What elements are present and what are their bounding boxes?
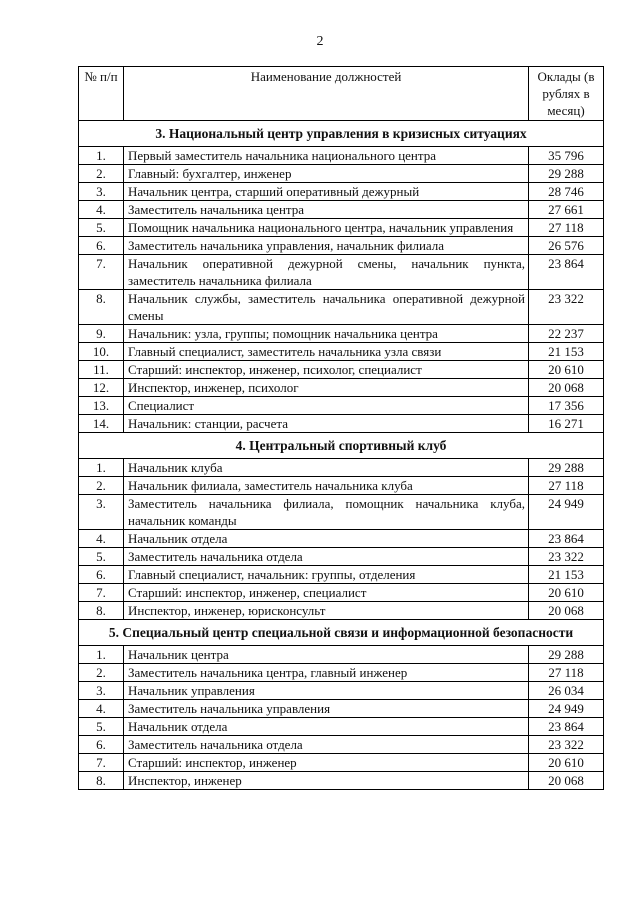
- salary-value: 29 288: [529, 165, 604, 183]
- row-number: 3.: [79, 682, 124, 700]
- salary-value: 27 118: [529, 477, 604, 495]
- row-number: 2.: [79, 664, 124, 682]
- table-row: [79, 219, 604, 237]
- salary-value: 35 796: [529, 147, 604, 165]
- salary-value: 28 746: [529, 183, 604, 201]
- salary-value: 16 271: [529, 415, 604, 433]
- salary-value: 24 949: [529, 700, 604, 718]
- salary-value: 27 661: [529, 201, 604, 219]
- row-number: 1.: [79, 459, 124, 477]
- salary-value: 21 153: [529, 566, 604, 584]
- position-name: Заместитель начальника отдела: [124, 548, 529, 566]
- table-row: [79, 165, 604, 183]
- table-row: [79, 700, 604, 718]
- table-row: [79, 530, 604, 548]
- position-name: Начальник: станции, расчета: [124, 415, 529, 433]
- position-name: Заместитель начальника отдела: [124, 736, 529, 754]
- salary-value: 22 237: [529, 325, 604, 343]
- salary-value: 20 610: [529, 584, 604, 602]
- row-number: 14.: [79, 415, 124, 433]
- position-name: Старший: инспектор, инженер, психолог, специалист: [124, 361, 529, 379]
- table-row: [79, 397, 604, 415]
- table-row: [79, 290, 604, 325]
- row-number: 2.: [79, 477, 124, 495]
- section-heading-row: [79, 121, 604, 147]
- table-row: [79, 566, 604, 584]
- section-heading-row: [79, 433, 604, 459]
- row-number: 1.: [79, 147, 124, 165]
- row-number: 6.: [79, 566, 124, 584]
- row-number: 5.: [79, 718, 124, 736]
- salary-value: 20 068: [529, 379, 604, 397]
- position-name: Заместитель начальника центра: [124, 201, 529, 219]
- salary-value: 20 068: [529, 772, 604, 790]
- position-name: Начальник службы, заместитель начальника оперативной дежурной смены: [124, 290, 529, 325]
- salary-value: 23 864: [529, 255, 604, 290]
- row-number: 4.: [79, 201, 124, 219]
- position-name: Главный специалист, заместитель начальника узла связи: [124, 343, 529, 361]
- table-row: [79, 682, 604, 700]
- table-row: [79, 772, 604, 790]
- position-name: Начальник управления: [124, 682, 529, 700]
- salary-value: 21 153: [529, 343, 604, 361]
- position-name: Главный специалист, начальник: группы, отделения: [124, 566, 529, 584]
- position-name: Начальник отдела: [124, 718, 529, 736]
- header-position-name: Наименование должностей: [124, 67, 529, 121]
- position-name: Старший: инспектор, инженер, специалист: [124, 584, 529, 602]
- salary-value: 29 288: [529, 459, 604, 477]
- table-row: [79, 255, 604, 290]
- position-name: Старший: инспектор, инженер: [124, 754, 529, 772]
- table-row: [79, 718, 604, 736]
- salary-value: 23 322: [529, 290, 604, 325]
- table-row: [79, 325, 604, 343]
- salary-value: 23 864: [529, 530, 604, 548]
- row-number: 13.: [79, 397, 124, 415]
- row-number: 7.: [79, 584, 124, 602]
- position-name: Помощник начальника национального центра, начальник управления: [124, 219, 529, 237]
- position-name: Главный: бухгалтер, инженер: [124, 165, 529, 183]
- salary-value: 26 034: [529, 682, 604, 700]
- section-title: 5. Специальный центр специальной связи и информационной безопасности: [79, 620, 604, 646]
- row-number: 6.: [79, 237, 124, 255]
- table-row: [79, 183, 604, 201]
- position-name: Инспектор, инженер, психолог: [124, 379, 529, 397]
- header-salary: Оклады (в рублях в месяц): [529, 67, 604, 121]
- position-name: Начальник центра: [124, 646, 529, 664]
- salary-value: 29 288: [529, 646, 604, 664]
- row-number: 3.: [79, 495, 124, 530]
- header-number: № п/п: [79, 67, 124, 121]
- row-number: 9.: [79, 325, 124, 343]
- table-row: [79, 477, 604, 495]
- row-number: 1.: [79, 646, 124, 664]
- table-row: [79, 459, 604, 477]
- table-row: [79, 361, 604, 379]
- row-number: 7.: [79, 255, 124, 290]
- salary-table: [78, 66, 604, 790]
- salary-value: 20 610: [529, 361, 604, 379]
- row-number: 11.: [79, 361, 124, 379]
- table-row: [79, 343, 604, 361]
- position-name: Заместитель начальника филиала, помощник начальника клуба, начальник команды: [124, 495, 529, 530]
- row-number: 5.: [79, 219, 124, 237]
- row-number: 5.: [79, 548, 124, 566]
- table-row: [79, 379, 604, 397]
- row-number: 7.: [79, 754, 124, 772]
- position-name: Инспектор, инженер: [124, 772, 529, 790]
- table-row: [79, 646, 604, 664]
- row-number: 10.: [79, 343, 124, 361]
- table-row: [79, 147, 604, 165]
- salary-value: 20 610: [529, 754, 604, 772]
- table-body: [79, 121, 604, 790]
- position-name: Начальник отдела: [124, 530, 529, 548]
- row-number: 4.: [79, 700, 124, 718]
- section-title: 3. Национальный центр управления в кризисных ситуациях: [79, 121, 604, 147]
- table-row: [79, 201, 604, 219]
- position-name: Заместитель начальника управления, начальник филиала: [124, 237, 529, 255]
- table-row: [79, 602, 604, 620]
- section-title: 4. Центральный спортивный клуб: [79, 433, 604, 459]
- position-name: Заместитель начальника центра, главный инженер: [124, 664, 529, 682]
- row-number: 2.: [79, 165, 124, 183]
- salary-value: 27 118: [529, 219, 604, 237]
- salary-value: 26 576: [529, 237, 604, 255]
- position-name: Первый заместитель начальника национального центра: [124, 147, 529, 165]
- row-number: 8.: [79, 290, 124, 325]
- position-name: Начальник: узла, группы; помощник начальника центра: [124, 325, 529, 343]
- salary-value: 23 322: [529, 548, 604, 566]
- row-number: 6.: [79, 736, 124, 754]
- row-number: 12.: [79, 379, 124, 397]
- salary-value: 17 356: [529, 397, 604, 415]
- position-name: Начальник центра, старший оперативный дежурный: [124, 183, 529, 201]
- table-row: [79, 237, 604, 255]
- salary-value: 20 068: [529, 602, 604, 620]
- table-row: [79, 736, 604, 754]
- salary-value: 23 864: [529, 718, 604, 736]
- table-row: [79, 548, 604, 566]
- table-row: [79, 584, 604, 602]
- salary-value: 24 949: [529, 495, 604, 530]
- position-name: Инспектор, инженер, юрисконсульт: [124, 602, 529, 620]
- row-number: 8.: [79, 602, 124, 620]
- position-name: Специалист: [124, 397, 529, 415]
- row-number: 3.: [79, 183, 124, 201]
- table-row: [79, 664, 604, 682]
- position-name: Начальник филиала, заместитель начальника клуба: [124, 477, 529, 495]
- table-row: [79, 415, 604, 433]
- position-name: Начальник клуба: [124, 459, 529, 477]
- row-number: 4.: [79, 530, 124, 548]
- page-number: 2: [316, 34, 324, 49]
- table-header-row: [79, 67, 604, 121]
- row-number: 8.: [79, 772, 124, 790]
- position-name: Начальник оперативной дежурной смены, начальник пункта, заместитель начальника филиала: [124, 255, 529, 290]
- position-name: Заместитель начальника управления: [124, 700, 529, 718]
- table-row: [79, 754, 604, 772]
- salary-value: 23 322: [529, 736, 604, 754]
- table-row: [79, 495, 604, 530]
- salary-value: 27 118: [529, 664, 604, 682]
- section-heading-row: [79, 620, 604, 646]
